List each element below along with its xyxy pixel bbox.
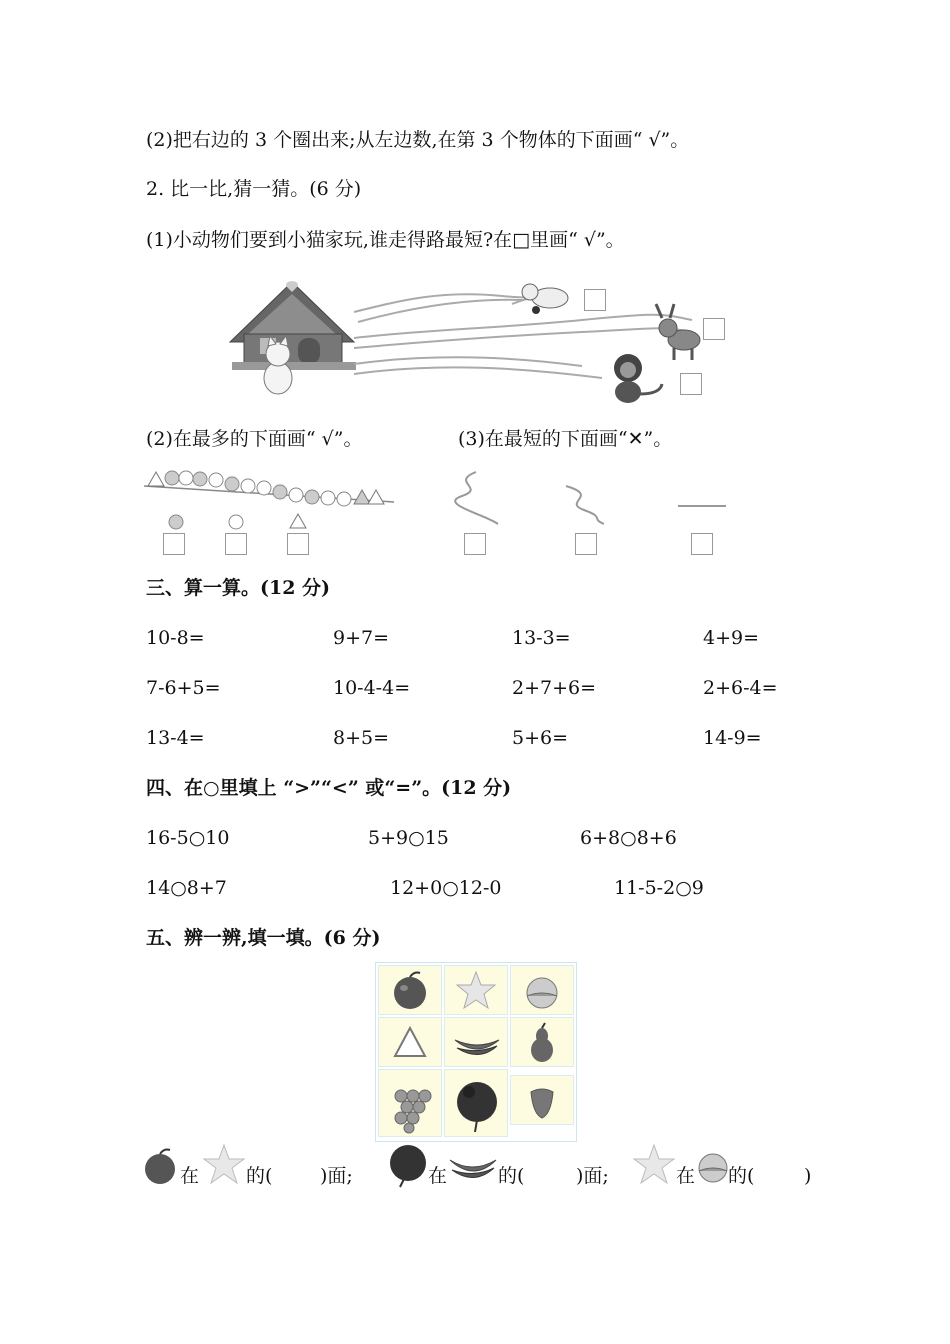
compare-circle-icon[interactable]: ○ <box>620 827 637 849</box>
compare-left: 6+8 <box>580 827 621 849</box>
deer-icon <box>656 304 700 360</box>
compare-circle-icon[interactable]: ○ <box>408 827 425 849</box>
calc-item: 7-6+5= <box>146 677 221 699</box>
calc-item: 2+6-4= <box>703 677 778 699</box>
section-4-heading: 四、在○里填上 “>”“<” 或“=”。(12 分) <box>146 777 512 799</box>
question-2-3: (3)在最短的下面画“✕”。 <box>458 428 673 450</box>
compare-item-2 <box>368 826 449 850</box>
grid-cell-grapes <box>378 1069 442 1137</box>
lines-picture <box>450 466 740 536</box>
compare-right: 10 <box>205 827 230 849</box>
compare-right: 9 <box>691 877 704 899</box>
checkbox-line-1[interactable] <box>464 533 486 555</box>
compare-left: 12+0 <box>390 877 443 899</box>
monkey-icon <box>614 354 662 403</box>
calc-item: 14-9= <box>703 727 762 749</box>
question-2-heading: 2. 比一比,猜一猜。(6 分) <box>146 178 362 200</box>
apple-icon <box>142 1143 178 1187</box>
fill-end-3: ) <box>804 1165 812 1187</box>
compare-item-5 <box>390 876 501 900</box>
compare-left: 5+9 <box>368 827 409 849</box>
calc-item: 4+9= <box>703 627 760 649</box>
grid-cell-strawberry <box>510 1075 574 1125</box>
compare-right: 8+6 <box>636 827 677 849</box>
calc-item: 10-8= <box>146 627 205 649</box>
compare-left: 14 <box>146 877 171 899</box>
compare-circle-icon[interactable]: ○ <box>188 827 206 849</box>
compare-item-3 <box>580 826 677 850</box>
dog-icon <box>522 284 568 314</box>
compare-left: 11-5-2 <box>614 877 676 899</box>
calc-item: 9+7= <box>333 627 390 649</box>
compare-right: 15 <box>424 827 449 849</box>
grid-cell-triangle <box>378 1017 442 1067</box>
star-icon <box>202 1143 246 1185</box>
grid-cell-apple <box>378 965 442 1015</box>
compare-left: 16-5 <box>146 827 189 849</box>
checkbox-circle-grey[interactable] <box>163 533 185 555</box>
compare-right: 8+7 <box>186 877 227 899</box>
question-2-1: (1)小动物们要到小猫家玩,谁走得路最短?在□里画“ √”。 <box>146 229 625 251</box>
picture-grid <box>375 962 577 1142</box>
fill-de-3: 的( <box>728 1165 755 1187</box>
compare-circle-icon[interactable]: ○ <box>442 877 459 899</box>
fill-zai-3: 在 <box>676 1165 696 1187</box>
grid-cell-pear <box>510 1017 574 1067</box>
path-picture <box>222 270 732 410</box>
peach-icon <box>696 1151 730 1185</box>
compare-item-1 <box>146 826 229 850</box>
grid-cell-peach <box>510 965 574 1015</box>
compare-circle-icon[interactable]: ○ <box>675 877 692 899</box>
compare-item-4 <box>146 876 227 900</box>
fill-zai-2: 在 <box>428 1165 448 1187</box>
fill-zai-1: 在 <box>180 1165 200 1187</box>
lychee-icon <box>386 1143 430 1189</box>
checkbox-triangle[interactable] <box>287 533 309 555</box>
calc-item: 10-4-4= <box>333 677 411 699</box>
calc-item: 13-3= <box>512 627 571 649</box>
calc-item: 5+6= <box>512 727 569 749</box>
grid-cell-lychee <box>444 1069 508 1137</box>
grid-cell-banana <box>444 1017 508 1067</box>
fill-mian-2: )面; <box>576 1165 609 1187</box>
question-1-2: (2)把右边的 3 个圈出来;从左边数,在第 3 个物体的下面画“ √”。 <box>146 129 690 151</box>
checkbox-dog[interactable] <box>584 289 606 311</box>
star-icon <box>632 1143 676 1185</box>
calc-item: 2+7+6= <box>512 677 597 699</box>
banana-icon <box>448 1152 498 1186</box>
compare-circle-icon[interactable]: ○ <box>170 877 187 899</box>
house-icon <box>230 281 356 370</box>
fill-de-2: 的( <box>498 1165 525 1187</box>
question-2-2: (2)在最多的下面画“ √”。 <box>146 428 363 450</box>
compare-right: 12-0 <box>458 877 502 899</box>
section-5-heading: 五、辨一辨,填一填。(6 分) <box>146 927 381 949</box>
checkbox-circle-white[interactable] <box>225 533 247 555</box>
compare-item-6 <box>614 876 704 900</box>
checkbox-line-3[interactable] <box>691 533 713 555</box>
fill-de-1: 的( <box>246 1165 273 1187</box>
calc-item: 13-4= <box>146 727 205 749</box>
fill-mian-1: )面; <box>320 1165 353 1187</box>
calc-item: 8+5= <box>333 727 390 749</box>
checkbox-monkey[interactable] <box>680 373 702 395</box>
checkbox-line-2[interactable] <box>575 533 597 555</box>
grid-cell-star <box>444 965 508 1015</box>
checkbox-deer[interactable] <box>703 318 725 340</box>
section-3-heading: 三、算一算。(12 分) <box>146 577 331 599</box>
